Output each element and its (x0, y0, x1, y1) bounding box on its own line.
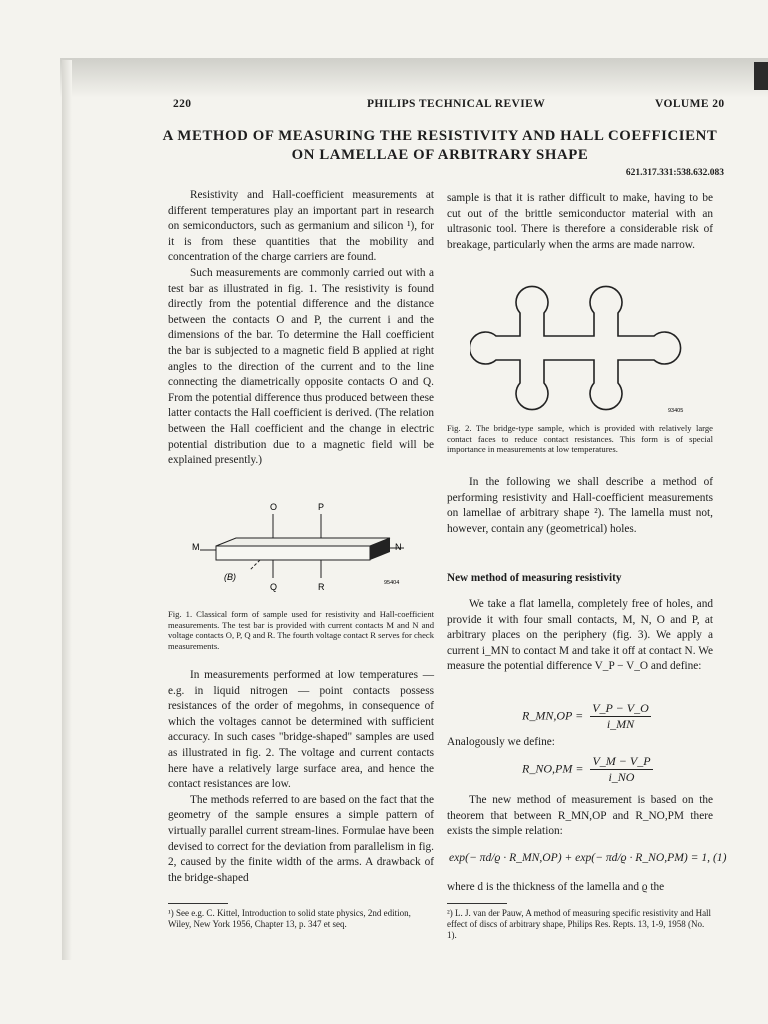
footnote-rule-right (447, 903, 507, 904)
article-title-line2: ON LAMELLAE OF ARBITRARY SHAPE (291, 147, 589, 163)
paragraph-procedure: We take a flat lamella, completely free of holes, and provide it with four small contacts, M, N, O and P, at arbitrary places on the periphery (fig. 3). We apply a current i_MN to contact M and take it off at contact N. We measure the potential difference V_P − V_O and define: (447, 598, 713, 673)
equation-2 (522, 754, 653, 785)
paragraph-intro: Resistivity and Hall-coefficient measurements at different temperatures play an important part in research on semiconductors, such as germanium and silicon ¹), for it is from these quantities that the mobility and concentration of the charge carriers are found. (168, 189, 434, 264)
paragraph-low-temperature: In measurements performed at low temperatures — e.g. in liquid nitrogen — point contacts possess resistances of the order of megohms, in consequence of which the voltages cannot be determined with sufficient accuracy. In such cases "bridge-shaped" samples are used as illustrated in fig. 2. The voltage and current contacts here have a relatively large surface area, and hence the contact resistances are low. (168, 669, 434, 791)
article-title-line1: A METHOD OF MEASURING THE RESISTIVITY AND HALL COEFFICIENT (162, 128, 718, 144)
right-column-theorem (447, 793, 713, 840)
eq1-numerator: V_P − V_O (592, 701, 649, 715)
footnote-1: ¹) See e.g. C. Kittel, Introduction to solid state physics, 2nd edition, Wiley, New York 1956, Chapter 13, p. 347 et seq. (168, 908, 411, 929)
figure-2-bridge-sample (470, 278, 710, 418)
section-heading: New method of measuring resistivity (447, 572, 622, 584)
eq1-lhs: R_MN,OP = (522, 708, 584, 723)
left-column-bottom (168, 668, 434, 886)
fig1-label-m: M (192, 542, 200, 552)
fig1-label-n: N (395, 542, 402, 552)
right-column-top (447, 191, 713, 253)
fig2-number: 93405 (668, 408, 684, 414)
equation-3: exp(− πd/ϱ · R_MN,OP) + exp(− πd/ϱ · R_NO,PM) = 1, (1) (449, 851, 727, 864)
paragraph-drawback-cont: sample is that it is rather difficult to make, having to be cut out of the brittle semiconductor material with an ultrasonic tool. There is therefore a considerable risk of breakage, particularly when the arms are made narrow. (447, 192, 713, 251)
journal-name: PHILIPS TECHNICAL REVIEW (367, 98, 546, 110)
paragraph-new-method-intro: In the following we shall describe a method of performing resistivity and Hall-coefficient measurements on lamellae of arbitrary shape ²). The lamella must not, however, contain any (geometrical) holes. (447, 476, 713, 535)
paragraph-geometry: The methods referred to are based on the fact that the geometry of the sample ensures a simple pattern of virtually parallel current stream-lines. Formulae have been devised to correct for the deviation from parallelism in fig. 2, caused by the finite width of the arms. A drawback of the bridge-shaped (168, 793, 434, 884)
volume-label: VOLUME 20 (655, 98, 725, 110)
figure-1-caption: Fig. 1. Classical form of sample used for resistivity and Hall-coefficient measurements. The test bar is provided with current contacts M and N and voltage contacts O, P, Q and R. The fourth voltage contact R serves for check measurements. (168, 609, 434, 651)
eq2-numerator: V_M − V_P (592, 754, 651, 768)
scan-shadow-top (60, 58, 768, 98)
figure-2-caption: Fig. 2. The bridge-type sample, which is provided with relatively large contact faces to reduce contact resistances. This form is of special importance in measurements at low temperatures. (447, 423, 713, 454)
paragraph-test-bar: Such measurements are commonly carried out with a test bar as illustrated in fig. 1. The resistivity is found directly from the potential difference and the distance between the contacts O and P, the current i and the dimensions of the bar. To determine the Hall coefficient the bar is subjected to a magnetic field B applied at right angles to the direction of the current and to the line connecting the diametrically opposite contacts O and Q. From the potential difference thus produced between these latter contacts the Hall coefficient is derived. (The relation between the Hall coefficient and the change in electric potential distribution due to a magnetic field will be explained presently.) (168, 266, 434, 467)
fig1-label-p: P (318, 502, 325, 512)
footnote-rule-left (168, 903, 228, 904)
fig1-label-o: O (270, 502, 278, 512)
udc-code: 621.317.331:538.632.083 (625, 168, 724, 178)
left-column-top (168, 188, 434, 469)
fig1-number: 95404 (384, 580, 400, 586)
scan-shadow-left (62, 60, 72, 960)
page-number: 220 (173, 98, 192, 110)
scan-edge-tab (754, 62, 768, 90)
equation-1 (522, 701, 651, 732)
paragraph-theorem: The new method of measurement is based on the theorem that between R_MN,OP and R_NO,PM there exists the simple relation: (447, 794, 713, 838)
figure-1-test-bar (190, 498, 420, 604)
fig1-label-r: R (318, 582, 325, 592)
eq1-denominator: i_MN (606, 717, 635, 731)
right-column-middle (447, 475, 713, 537)
right-column-method (447, 597, 713, 675)
footnote-2: ²) L. J. van der Pauw, A method of measuring specific resistivity and Hall effect of discs of arbitrary shape, Philips Res. Repts. 13, 1-9, 1958 (No. 1). (447, 908, 712, 940)
fig1-label-b: (B) (224, 572, 236, 582)
analogously-text: Analogously we define: (447, 736, 555, 748)
eq2-denominator: i_NO (608, 770, 635, 784)
right-column-end: where d is the thickness of the lamella and ϱ the (447, 881, 665, 893)
eq2-lhs: R_NO,PM = (522, 761, 584, 776)
fig1-label-q: Q (270, 582, 278, 592)
